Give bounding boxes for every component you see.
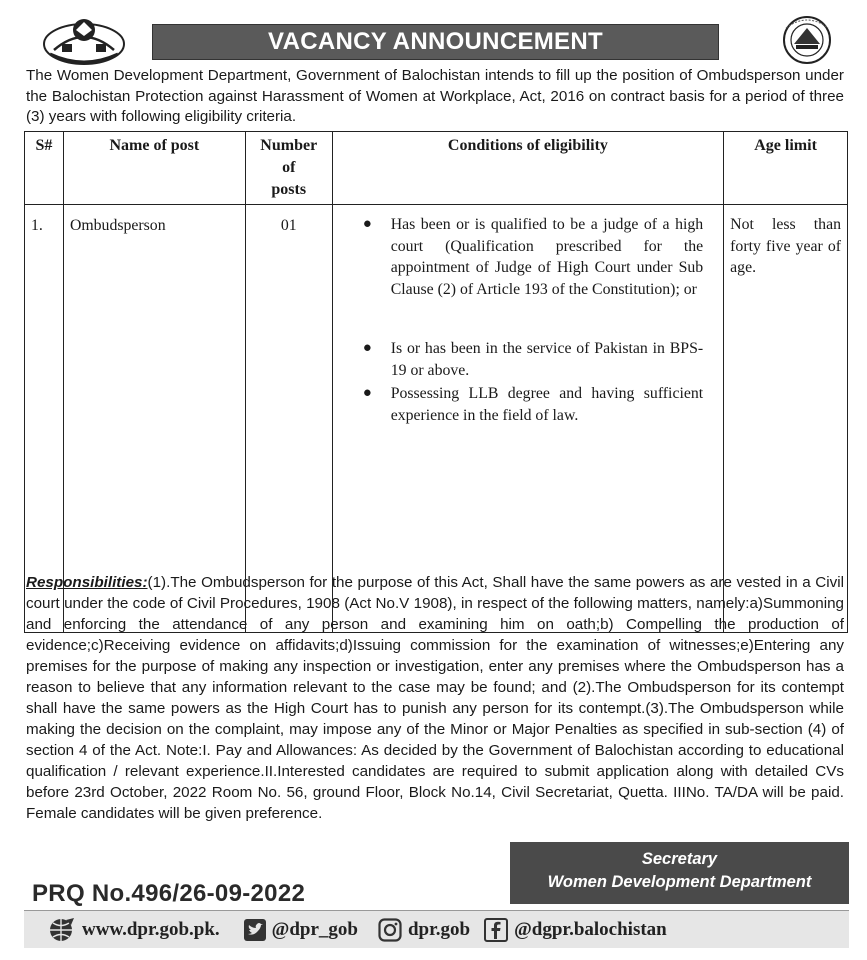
signatory-department: Women Development Department [547,873,812,891]
footer-twitter[interactable] [244,919,358,941]
col-header-age: Age limit [724,132,848,205]
condition-item: ● Possessing LLB degree and having sufficient experience in the field of law. [362,385,704,424]
condition-item: ● Has been or is qualified to be a judge of a high court (Qualification prescribed for the appointment of Judge of High Court under Sub Clause (2) of Article 193 of the Constitution); or [362,216,704,298]
col-header-conditions: Conditions of eligibility [332,132,723,205]
col-header-sn: S# [25,132,64,205]
instagram-icon [378,918,402,942]
footer-website[interactable] [46,917,220,943]
footer-contact-bar [24,910,849,948]
bullet-icon: ● [362,216,372,232]
table-row [25,205,848,633]
footer-facebook[interactable] [484,918,667,942]
facebook-handle: @dgpr.balochistan [514,918,667,940]
responsibilities-heading: Responsibilities: [26,574,148,591]
row-post-name: Ombudsperson [63,205,245,633]
conditions-list [333,214,703,426]
balochistan-emblem-icon [40,14,128,66]
bullet-icon: ● [362,385,372,401]
col-header-number-line2: of [282,159,296,176]
prq-number: PRQ No.496/26-09-2022 [32,880,306,907]
website-text: www.dpr.gob.pk. [82,918,220,940]
vacancy-table [24,131,848,633]
bullet-icon: ● [362,340,372,356]
row-conditions [332,205,723,633]
condition-item: ● Is or has been in the service of Pakistan in BPS-19 or above. [362,340,704,379]
signatory-box [510,842,849,904]
intro-paragraph: The Women Development Department, Government of Balochistan intends to fill up the position of Ombudsperson under the Balochistan Protection against Harassment of Women at Workplace, Act, 2016 on contract basis for a period of three (3) years with following eligibility criteria. [26,67,844,125]
row-number-of-posts: 01 [245,205,332,633]
twitter-handle: @dpr_gob [271,918,358,940]
instagram-handle: dpr.gob [407,918,471,940]
footer-instagram[interactable] [378,918,470,942]
twitter-icon [244,919,266,941]
col-header-number [245,132,332,205]
dpr-seal-icon [772,14,842,66]
col-header-number-line1: Number [260,137,318,154]
globe-icon [46,917,76,943]
responsibilities-paragraph [26,572,844,824]
col-header-number-line3: posts [271,181,307,198]
row-age-limit: Not less than forty five year of age. [724,205,848,633]
signatory-title: Secretary [641,850,718,868]
row-sn: 1. [25,205,64,633]
facebook-icon [484,918,508,942]
page-title: VACANCY ANNOUNCEMENT [152,24,719,60]
table-header-row [25,132,848,205]
responsibilities-text: (1).The Ombudsperson for the purpose of this Act, Shall have the same powers as are vested in a Civil court under the code of Civil Procedures, 1908 (Act No.V 1908), in respect of the following matters, namely:a)Summoning and enforcing the attendance of any person and examining him on oath;b) Compelling the production of evidence;c)Receiving evidence on affidavits;d)Issuing commission for the examination of witnesses;e)Entering any premises for the purpose of making any inspection or investigation, enter any premises where the Ombudsperson has a reason to believe that any information relevant to the case may be found; and (2).The Ombudsperson for its contempt shall have the same powers as the High Court has to punish any person for its contempt.(3).The Ombudsperson while making the decision on the complaint, may impose any of the Minor or Major Penalties as specified in sub-section (4) of section 4 of the Act. Note:I. Pay and Allowances: As decided by the Government of Balochistan according to educational qualification / relevant experience.II.Interested candidates are required to submit application along with detailed CVs before 23rd October, 2022 Room No. 56, ground Floor, Block No.14, Civil Secretariat, Quetta. IIINo. TA/DA will be paid. Female candidates will be given preference. [26,574,844,822]
col-header-name: Name of post [63,132,245,205]
